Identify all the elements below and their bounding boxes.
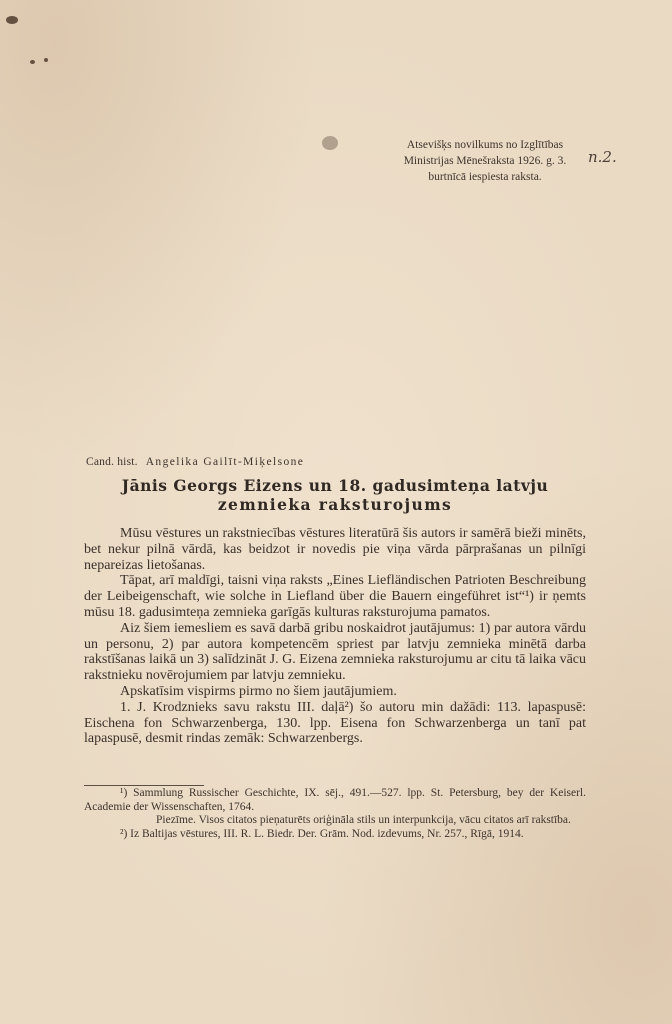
offprint-line: Ministrijas Mēnešraksta 1926. g. 3. bbox=[403, 155, 567, 167]
offprint-note bbox=[370, 137, 600, 185]
title-line-1: Jānis Georgs Eizens un 18. gadusimteņa latvju bbox=[121, 476, 549, 495]
ink-stain bbox=[6, 16, 18, 24]
footnote-rule bbox=[84, 785, 204, 786]
footnote-2: ²) Iz Baltijas vēstures, III. R. L. Biedr. Der. Grām. Nod. izdevums, Nr. 257., Rīgā, 1914. bbox=[120, 827, 524, 840]
title-line-2: zemnieka raksturojums bbox=[217, 495, 453, 514]
paragraph: 1. J. Krodznieks savu rakstu III. daļā²) šo autoru min dažādi: 113. lapaspusē: Eischena fon Schwarzenberga, 130. lpp. Eisena fon Schwarzenberga un tanī pat lapaspusē, desmit rindas zemāk: Schwarzenbergs. bbox=[84, 699, 586, 747]
footnotes bbox=[84, 787, 586, 841]
ink-stain bbox=[44, 58, 48, 62]
article-body bbox=[84, 526, 586, 747]
paragraph: Mūsu vēstures un rakstniecības vēstures literatūrā šis autors ir samērā bieži minēts, bet nekur pilnā vārdā, kas beidzot ir novedis pie viņa vārda pārprašanas un pilnīgi nepareizas lietošanas. bbox=[84, 526, 586, 573]
author-prefix: Cand. hist. bbox=[86, 456, 138, 468]
article-title bbox=[95, 476, 575, 514]
author-line bbox=[86, 456, 304, 468]
footnote-1: ¹) Sammlung Russischer Geschichte, IX. sēj., 491.—527. lpp. St. Petersburg, bey der Keiserl. Academie der Wissenschaften, 1764. bbox=[84, 787, 586, 813]
offprint-line: Atsevišķs novilkums no Izglītības bbox=[406, 139, 564, 151]
author-name: Angelika Gailīt-Miķelsone bbox=[145, 456, 305, 468]
paragraph: Tāpat, arī maldīgi, taisni viņa raksts „Eines Liefländischen Patrioten Beschreibung der Leibeigenschaft, wie solche in Liefland über die Bauern eingeführet ist“¹) ir ņemts mūsu 18. gadusimteņa zemnieka garīgās kulturas raksturojuma pamatos. bbox=[84, 573, 586, 620]
ink-stain bbox=[30, 60, 35, 64]
handwritten-note: n.2. bbox=[588, 148, 617, 166]
paragraph: Aiz šiem iemesliem es savā darbā gribu noskaidrot jautājumus: 1) par autora vārdu un personu, 2) par autora kompetencēm spriest par latvju zemnieka minētā darba rakstīšanas laikā un 3) salīdzināt J. G. Eizena zemnieka raksturojumu ar citu tā laika vācu rakstnieku novērojumiem par latvju zemnieku. bbox=[84, 620, 586, 684]
offprint-line: burtnīcā iespiesta raksta. bbox=[428, 171, 542, 183]
footnote-remark: Piezīme. Visos citatos pieņaturēts oriģināla stils un interpunkcija, vācu citatos arī rakstība. bbox=[156, 814, 571, 827]
paragraph: Apskatīsim vispirms pirmo no šiem jautājumiem. bbox=[120, 683, 397, 699]
ink-stain bbox=[322, 136, 338, 150]
